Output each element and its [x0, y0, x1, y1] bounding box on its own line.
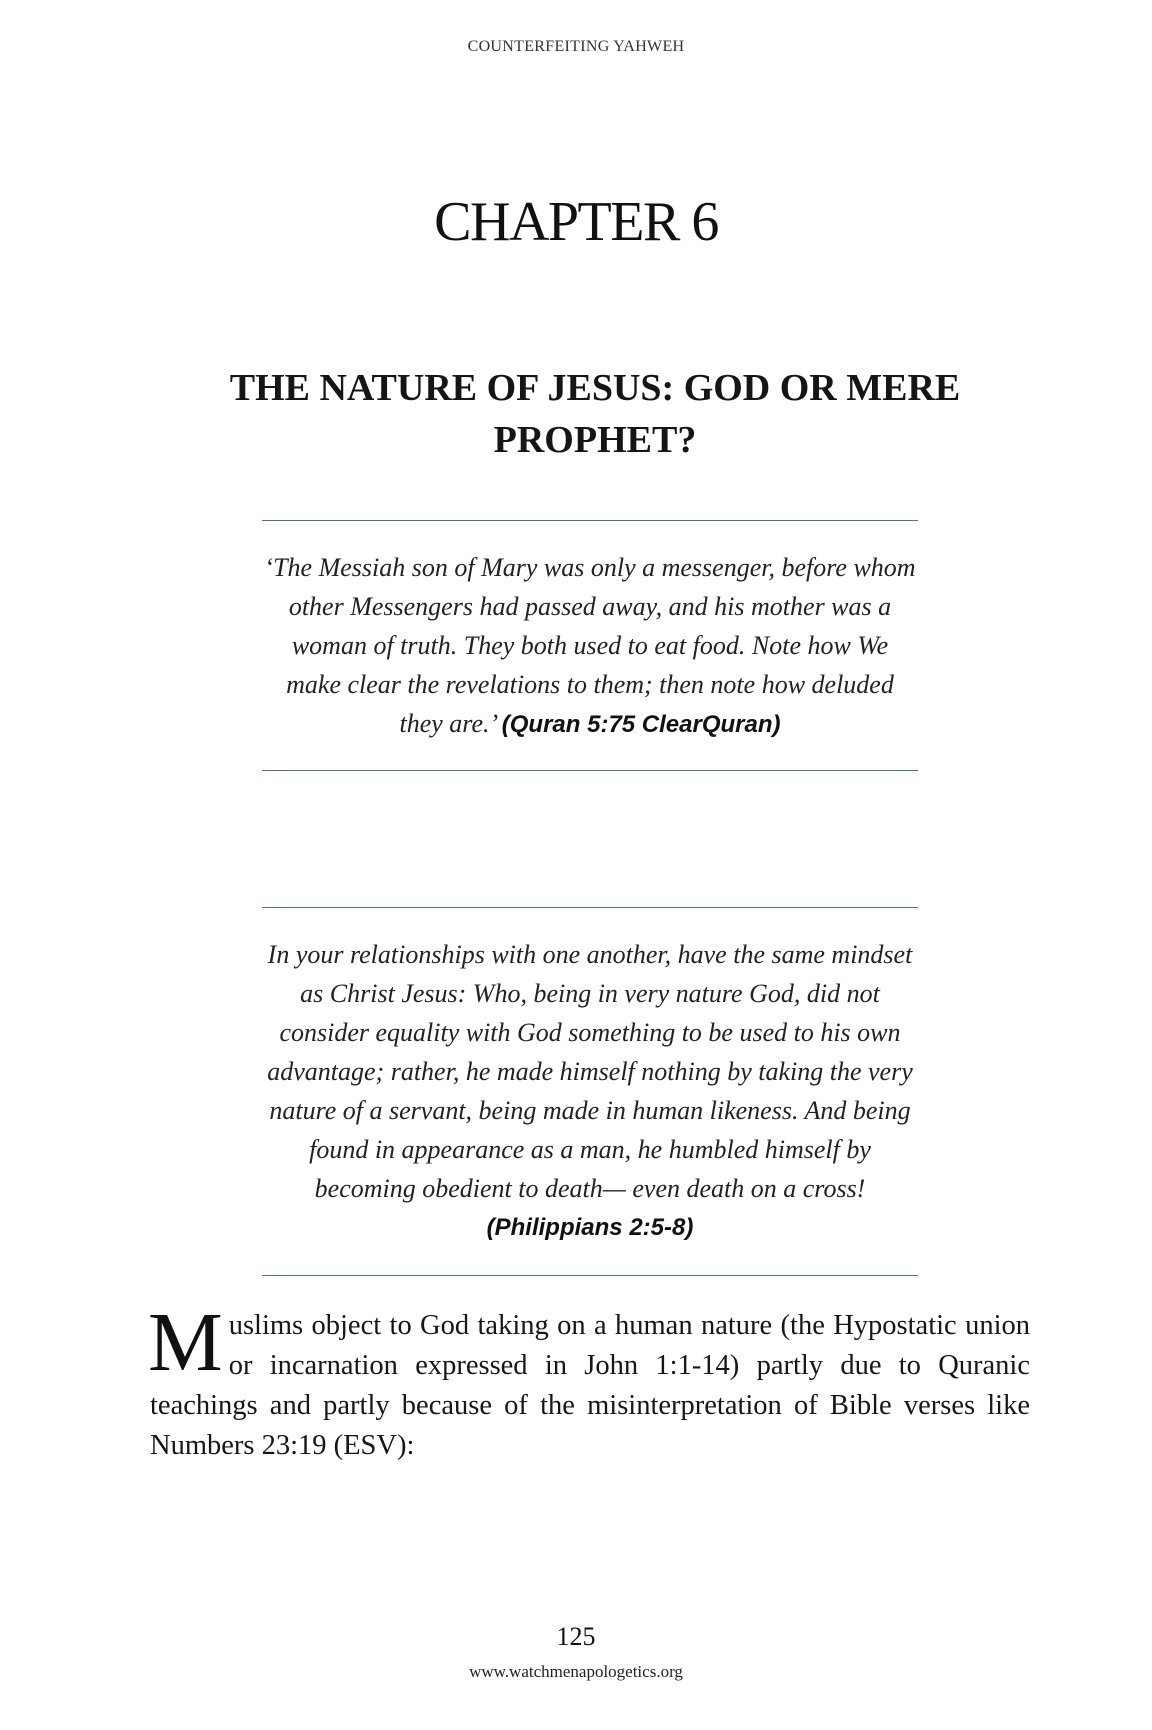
epigraph-1 [262, 548, 918, 744]
epigraph-2-text: In your relationships with one another, have the same mindset as Christ Jesus: Who, being in very nature God, did not consider equality with God something to be used to his own advantage; rather, he made himself nothing by taking the very nature of a servant, being made in human likeness. And being found in appearance as a man, he humbled himself by becoming obedient to death— even death on a cross! [267, 940, 913, 1203]
epigraph-2 [262, 935, 918, 1247]
footer-website: www.watchmenapologetics.org [469, 1662, 683, 1681]
page-number: 125 [556, 1622, 596, 1651]
epigraph-2-top-rule [262, 907, 918, 908]
drop-cap: M [148, 1296, 223, 1389]
running-head: COUNTERFEITING YAHWEH [467, 38, 685, 55]
epigraph-1-top-rule [262, 520, 918, 521]
chapter-title: CHAPTER 6 [434, 191, 718, 253]
epigraph-1-bottom-rule [262, 770, 918, 771]
epigraph-1-text: ‘The Messiah son of Mary was only a messenger, before whom other Messengers had passed away, and his mother was a woman of truth. They both used to eat food. Note how We make clear the revelations to them; then note how deluded they are.’ [264, 553, 916, 738]
epigraph-1-reference: (Quran 5:75 ClearQuran) [501, 711, 781, 738]
section-title: THE NATURE OF JESUS: GOD OR MERE PROPHET? [229, 367, 961, 461]
epigraph-2-reference: (Philippians 2:5-8) [486, 1214, 694, 1241]
body-paragraph-text: uslims object to God taking on a human nature (the Hypostatic union or incarnation expressed in John 1:1-14) partly due to Quranic teachings and partly because of the misinterpretation of Bible verses like Numbers 23:19 (ESV): [150, 1310, 1030, 1461]
body-paragraph [148, 1296, 1030, 1466]
epigraph-2-bottom-rule [262, 1275, 918, 1276]
